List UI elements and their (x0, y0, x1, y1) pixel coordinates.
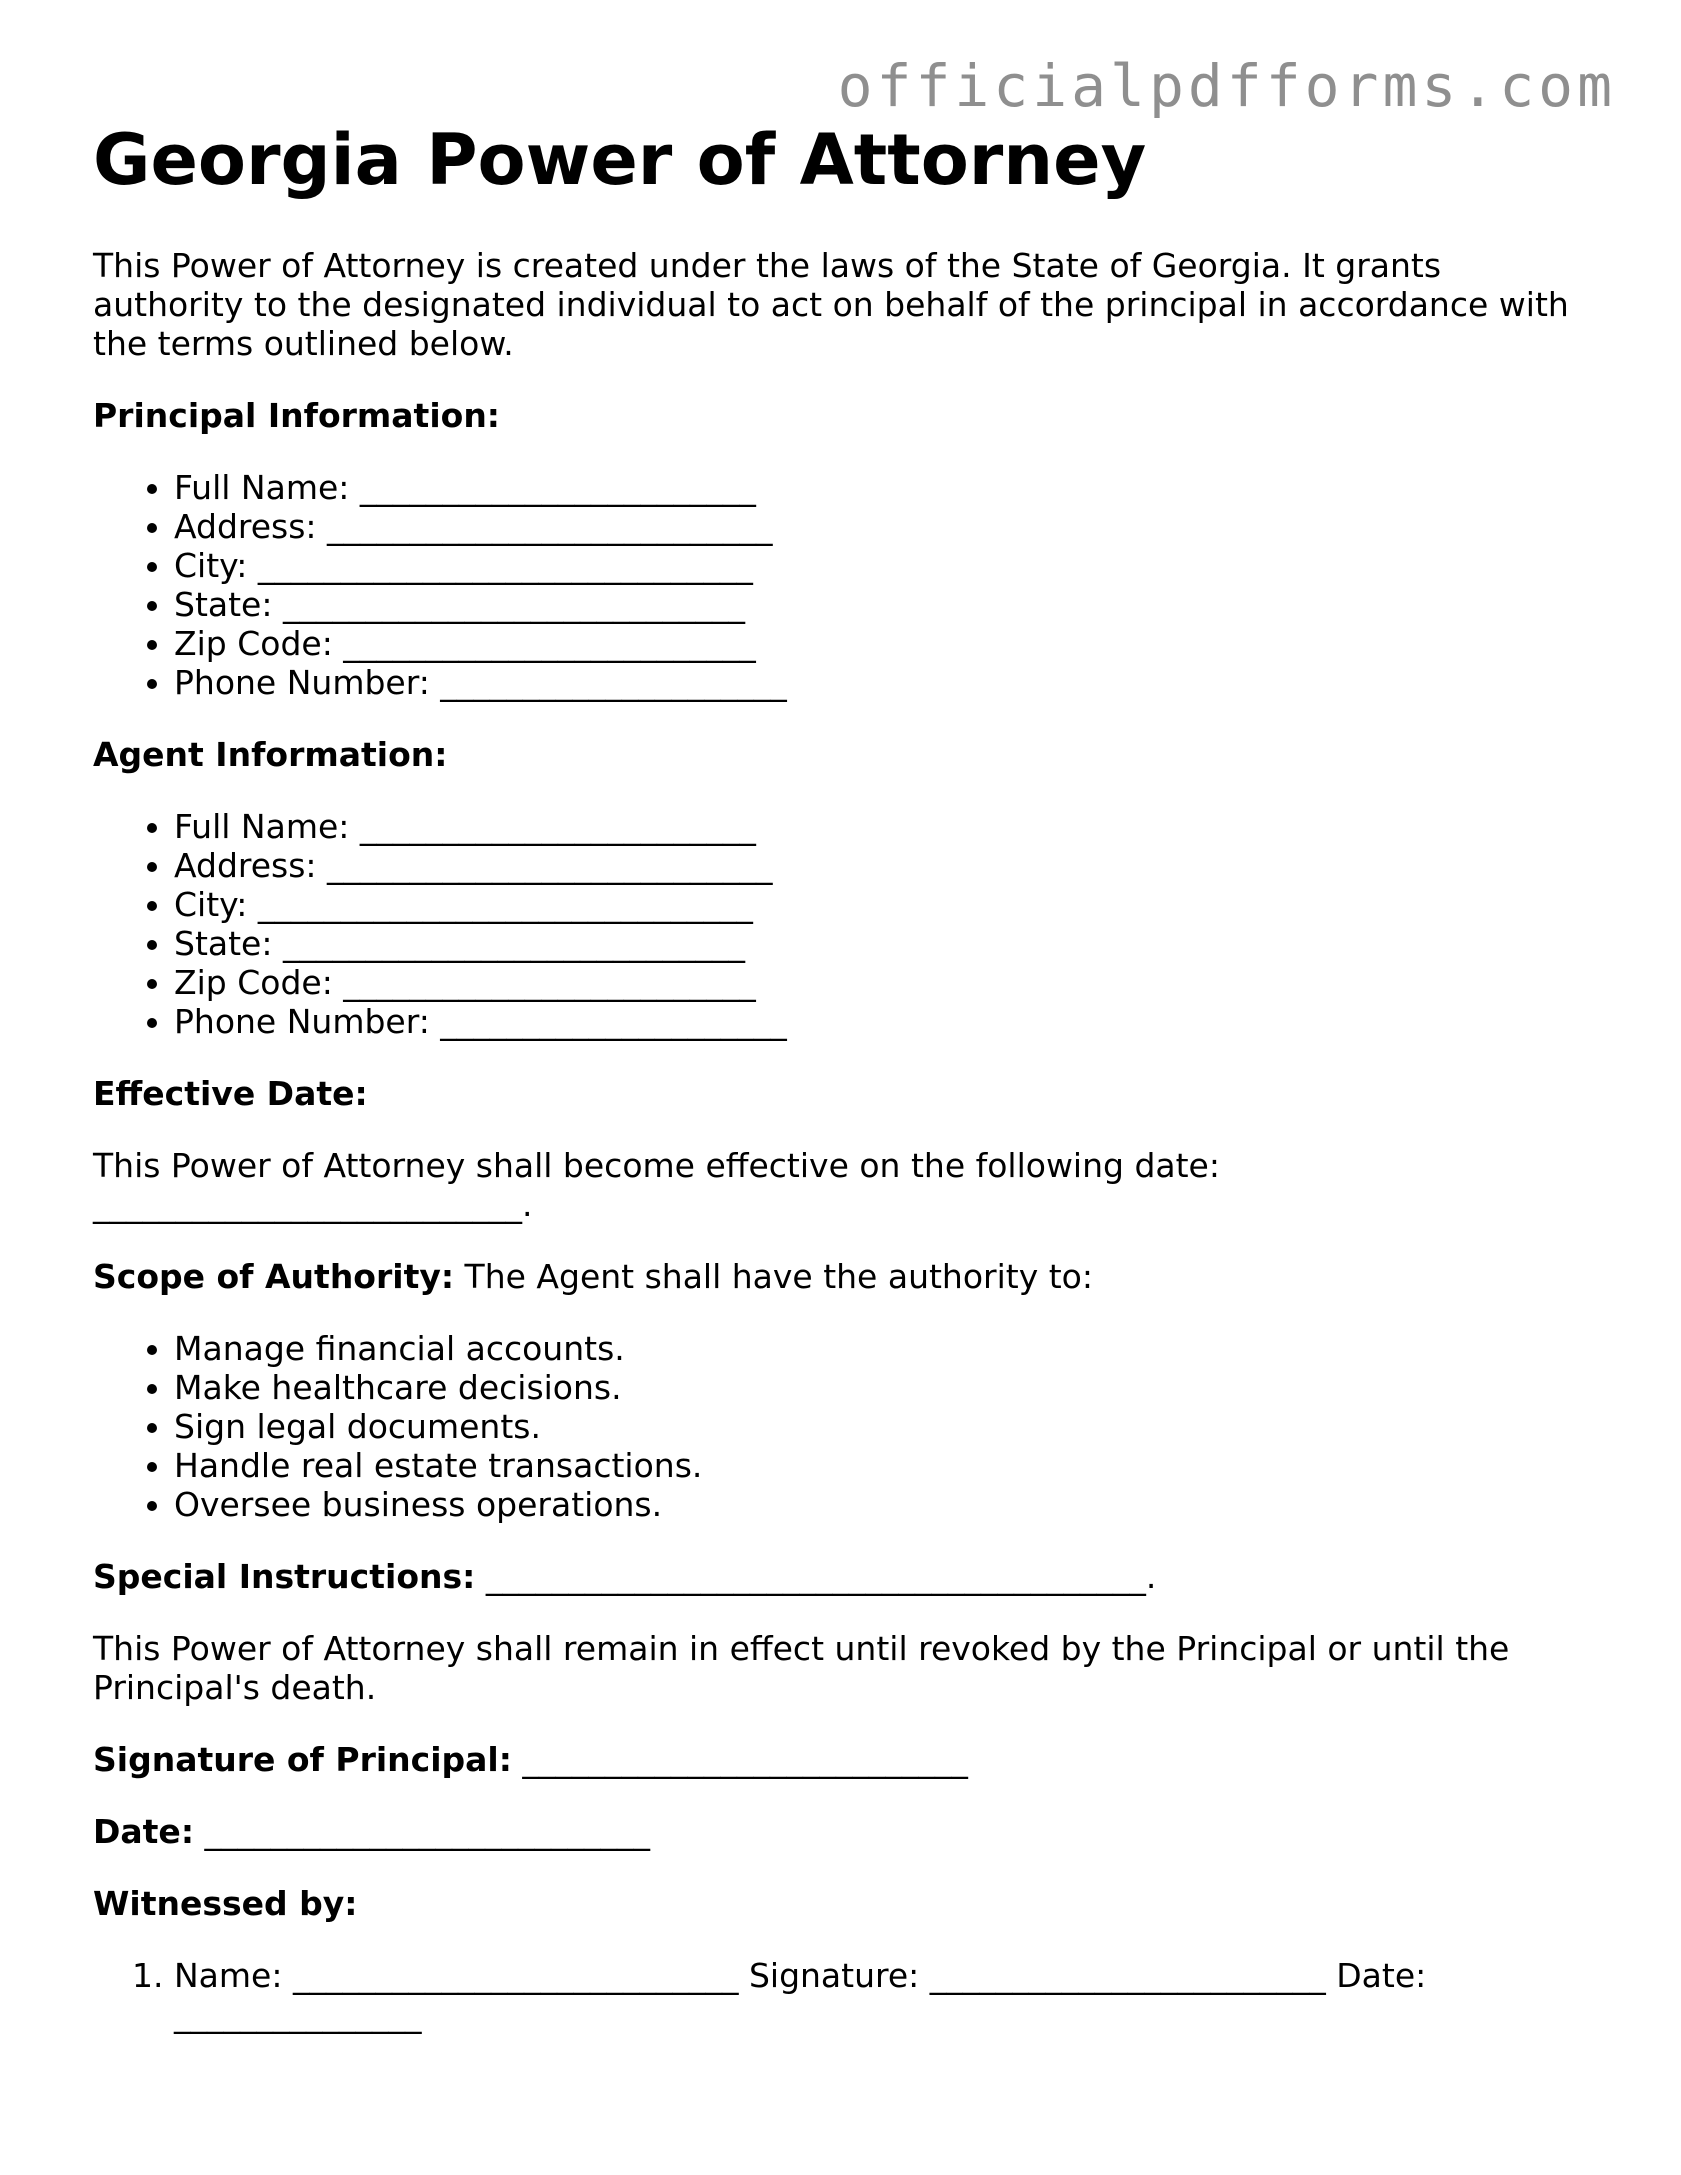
agent-full-name-field: • Full Name: ________________________ (174, 807, 1593, 846)
witness-heading: Witnessed by: (93, 1884, 358, 1923)
agent-address-field: • Address: ___________________________ (174, 846, 1593, 885)
principal-signature-label: Signature of Principal: (93, 1740, 512, 1779)
principal-zip-field: • Zip Code: _________________________ (174, 624, 1593, 663)
scope-item: • Handle real estate transactions. (174, 1446, 1593, 1485)
date-blank: ___________________________ (194, 1812, 651, 1851)
scope-item: • Manage financial accounts. (174, 1329, 1593, 1368)
special-instructions (93, 1557, 1593, 1596)
agent-fields-list (93, 807, 1593, 1041)
agent-zip-field: • Zip Code: _________________________ (174, 963, 1593, 1002)
principal-signature-line (93, 1740, 1593, 1779)
effective-date-heading: Effective Date: (93, 1074, 368, 1113)
special-instructions-label: Special Instructions: (93, 1557, 476, 1596)
page-title: Georgia Power of Attorney (93, 119, 1147, 201)
document-page (93, 112, 1593, 2034)
effective-date-text: This Power of Attorney shall become effective on the following date: __________________________. (93, 1146, 1220, 1224)
witness-list (93, 1956, 1593, 2034)
principal-fields-list (93, 468, 1593, 702)
special-instructions-blank: ________________________________________. (475, 1557, 1157, 1596)
agent-city-field: • City: ______________________________ (174, 885, 1593, 924)
scope-paragraph (93, 1257, 1593, 1296)
principal-state-field: • State: ____________________________ (174, 585, 1593, 624)
witness-entry: 1. Name: ___________________________ Signature: ________________________ Date: _______________ (174, 1956, 1593, 2034)
principal-phone-field: • Phone Number: _____________________ (174, 663, 1593, 702)
scope-list (93, 1329, 1593, 1524)
watermark: officialpdfforms.com (837, 52, 1616, 120)
duration-paragraph: This Power of Attorney shall remain in effect until revoked by the Principal or until the Principal's death. (93, 1629, 1510, 1707)
scope-heading: Scope of Authority: (93, 1257, 455, 1296)
agent-state-field: • State: ____________________________ (174, 924, 1593, 963)
date-line (93, 1812, 1593, 1851)
agent-phone-field: • Phone Number: _____________________ (174, 1002, 1593, 1041)
intro-paragraph: This Power of Attorney is created under the laws of the State of Georgia. It grants authority to the designated individual to act on behalf of the principal in accordance with the terms outlined below. (93, 246, 1569, 363)
principal-city-field: • City: ______________________________ (174, 546, 1593, 585)
scope-lead: The Agent shall have the authority to: (454, 1257, 1093, 1296)
principal-signature-blank: ___________________________ (511, 1740, 968, 1779)
date-label: Date: (93, 1812, 195, 1851)
principal-heading: Principal Information: (93, 396, 501, 435)
scope-item: • Make healthcare decisions. (174, 1368, 1593, 1407)
principal-full-name-field: • Full Name: ________________________ (174, 468, 1593, 507)
scope-item: • Oversee business operations. (174, 1485, 1593, 1524)
principal-address-field: • Address: ___________________________ (174, 507, 1593, 546)
scope-item: • Sign legal documents. (174, 1407, 1593, 1446)
agent-heading: Agent Information: (93, 735, 448, 774)
